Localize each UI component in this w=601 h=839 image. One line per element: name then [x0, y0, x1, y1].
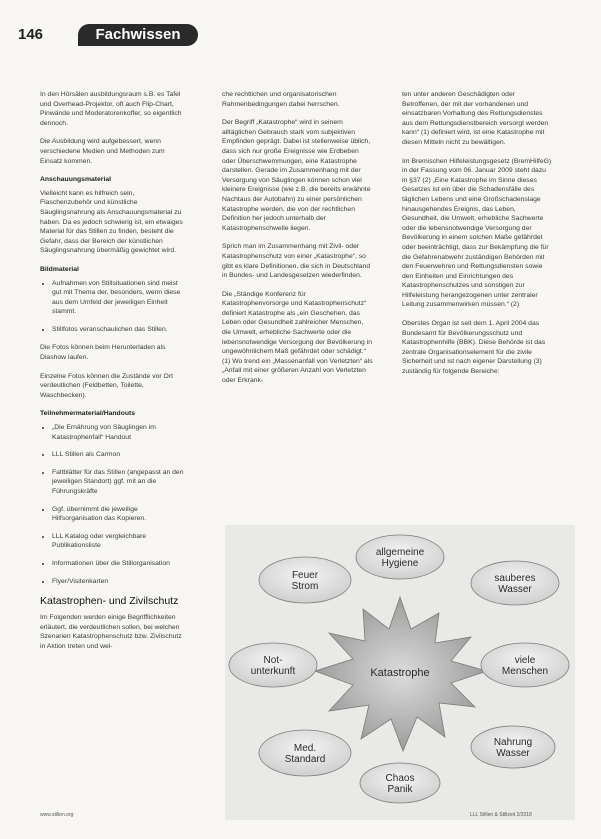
footer-right: LLL Stillen & Stillzeit 2/2018: [470, 812, 532, 818]
page-header: [0, 0, 601, 60]
col2-paragraph-1: che rechtlichen und organisatorischen Rahmenbedingungen dabei herrschen.: [222, 91, 340, 108]
bild-title: Bildmaterial: [40, 265, 79, 273]
col2-paragraph-4: Die „Ständige Konferenz für Katastrophenvorsorge und Katastrophenschutz“ definiert Katastrophe als „ein Geschehen, das Leben oder Gesundheit zahlreicher Menschen, die Umwelt, erhebliche Sachwerte oder die lebensnotwendige Versorgung der Bevölkerung in ungewöhnlichem Maß gefährdet oder schädigt.“ (1) Wo trend ein „Massenanfall von Verletzten“ als „Anfall mit einer größeren Anzahl von Verletzten oder Erkrank-: [222, 290, 373, 385]
list-item: • Aufnahmen von Stillsituationen sind meist gut mit Thema der, besonders, wenn diese aus dem Umfeld der jeweiligen Einheit stammt.: [52, 279, 184, 317]
col3-paragraph-3: Oberstes Organ ist seit dem 1. April 2004 das Bundesamt für Bevölkerungsschutz und Katastrophenhilfe (BBK). Diese Behörde ist das zentrale Organisationselement für die zivile Sicherheit und ist nach eigener Darstellung (3) zuständig für folgende Bereiche:: [402, 320, 546, 376]
node-label: allgemeine: [375, 547, 425, 558]
diagram-node: [471, 561, 559, 605]
node-label: Feuer: [291, 570, 319, 581]
list-item: • LLL Katalog oder vergleichbare Publikationsliste: [52, 532, 184, 551]
diagram-svg: [225, 525, 575, 820]
page-number: 146: [18, 26, 44, 43]
node-label: Panik: [387, 784, 413, 795]
column-2: [222, 90, 374, 395]
column-1: [40, 90, 184, 661]
diagram-node: [229, 643, 317, 687]
node-label: Menschen: [501, 666, 549, 677]
node-label: Med.: [293, 743, 317, 754]
node-label: Chaos: [385, 773, 415, 784]
diagram-node: [259, 730, 351, 776]
node-label: Hygiene: [381, 558, 419, 569]
column-3: [402, 90, 552, 386]
list-item: • LLL Stillen als Carmon: [52, 450, 184, 460]
katastrophen-heading: Katastrophen- und Zivilschutz: [40, 595, 179, 608]
bild-list: [40, 279, 184, 335]
section-tab: Fachwissen: [78, 24, 198, 46]
katastrophen-text: Im Folgenden werden einige Begrifflichkeiten erläutert, die verdeutlichen sollen, bei welchen Szenarien Katastrophenschutz bzw. Zivilschutz in Aktion treten und wel-: [40, 614, 182, 650]
diagram-node: [471, 726, 555, 768]
anschauung-title: Anschauungsmaterial: [40, 176, 112, 184]
node-label: viele: [514, 655, 536, 666]
bild-paragraph-1: Die Fotos können beim Herunterladen als Diashow laufen.: [40, 344, 166, 362]
list-item: • Flyer/Visitenkarten: [52, 577, 184, 587]
teil-list: [40, 423, 184, 586]
diagram-node: [360, 763, 440, 803]
list-item: • Ggf. übernimmt die jeweilige Hilfsorganisation das Kopieren.: [52, 505, 184, 524]
node-label: unterkunft: [250, 666, 296, 677]
list-item: • Stillfotos veranschaulichen das Stillen.: [52, 325, 184, 335]
intro-paragraph-2: Die Ausbildung wird aufgebessert, wenn verschiedene Medien und Methoden zum Einsatz kommen.: [40, 138, 165, 165]
center-label: Katastrophe: [370, 667, 430, 679]
list-item: • „Die Ernährung von Säuglingen im Katastrophenfall“ Handout: [52, 423, 184, 442]
node-label: Wasser: [498, 584, 532, 595]
anschauung-text: Vielleicht kann es hilfreich sein, Flaschenzubehör und künstliche Säuglingsnahrung als Anschauungsmaterial zu haben. Da es jedoch schwierig ist, ein etwaiges Material für das Stillen zu finden, besteht die Gefahr, dass der Bereich der künstlichen Säuglingsnahrung übermäßig gewichtet wird.: [40, 189, 183, 255]
col3-paragraph-1: ten unter anderen Geschädigten oder Betroffenen, der mit der vorhandenen und einsatzbaren Vorhaltung des Rettungsdienstes aus dem Rettungsdienstbereich versorgt werden kann“ (1) definiert wird, ist eine Katastrophe mit diesen Mitteln nicht zu bewältigen.: [402, 91, 549, 146]
list-item: • Informationen über die Stillorganisation: [52, 559, 184, 569]
katastrophe-diagram: [225, 525, 575, 820]
node-label: Standard: [284, 754, 326, 765]
intro-paragraph-1: In den Hörsälen ausbildungsraum s.B. es Tafel und Overhead-Projektor, oft auch Flip-Chart, Pinwände und Moderatorenkoffer, so eigentlich dennoch.: [40, 91, 182, 127]
node-label: Wasser: [496, 748, 530, 759]
bild-paragraph-2: Einzelne Fotos können die Zustände vor Ort verdeutlichen (Feldbetten, Toilette, Waschbecken).: [40, 372, 173, 399]
diagram-node: [481, 643, 569, 687]
node-label: Strom: [291, 581, 319, 592]
diagram-node: [259, 557, 351, 603]
node-label: Not-: [263, 655, 283, 666]
col2-paragraph-3: Sprich man im Zusammenhang mit Zivil- oder Katastrophenschutz von einer „Katastrophe“, so gibt es klare Definitionen, die sich in Deutschland in Bundes- und Landesgesetzen wiederfinden.: [222, 243, 371, 280]
list-item: • Faltblätter für das Stillen (angepasst an den jeweiligen Standort) ggf. mit an die Führungskräfte: [52, 468, 184, 497]
node-label: Nahrung: [493, 737, 533, 748]
footer-left: www.stillen.org: [40, 812, 74, 818]
col3-paragraph-2: Im Bremischen Hilfeleistungsgesetz (BremHilfeG) in der Fassung vom 06. Januar 2009 steht dazu in §37 (2) „Eine Katastrophe im Sinne dieses Gesetzes ist ein über die Schadensfälle des täglichen Lebens und eine Großschadenslage hinausgehendes Ereignis, das Leben, Gesundheit, die Umwelt, erhebliche Sachwerte oder die lebensnotwendige Versorgung der Bevölkerung in einem solchen Maße gefährdet oder beeinträchtigt, dass zur Bekämpfung die für die Gefahrenabwehr zuständigen Behörden mit den Feuerwehren und Rettungsdiensten sowie den Einheiten und Einrichtungen des Katastrophenschutzes und sonstigen zur Hilfeleistung herangezogenen unter zentraler Leitung zusammenwirken müssen.“ (2): [402, 157, 552, 309]
col2-paragraph-2: Der Begriff „Katastrophe“ wird in seinem alltäglichen Gebrauch stark vom subjektiven Empfinden geprägt. Dabei ist stellenweise üblich, dass sich nur große Ereignisse wie Erdbeben oder Überschwemmungen, eine Katastrophe darstellen. Gerade im Zusammenhang mit der Versorgung von Säuglingen können schon viel kleinere Ereignisse (wie z.B. die bereits erwähnte Nachtaus der Autobahn) zu einer persönlichen Katastrophe werden, die von der rechtlichen Definition her jedoch unterhalb der Katastrophenschwelle liegen.: [222, 119, 371, 232]
teil-title: Teilnehmermaterial/Handouts: [40, 410, 136, 418]
node-label: sauberes: [494, 573, 536, 584]
diagram-node: [356, 535, 444, 579]
